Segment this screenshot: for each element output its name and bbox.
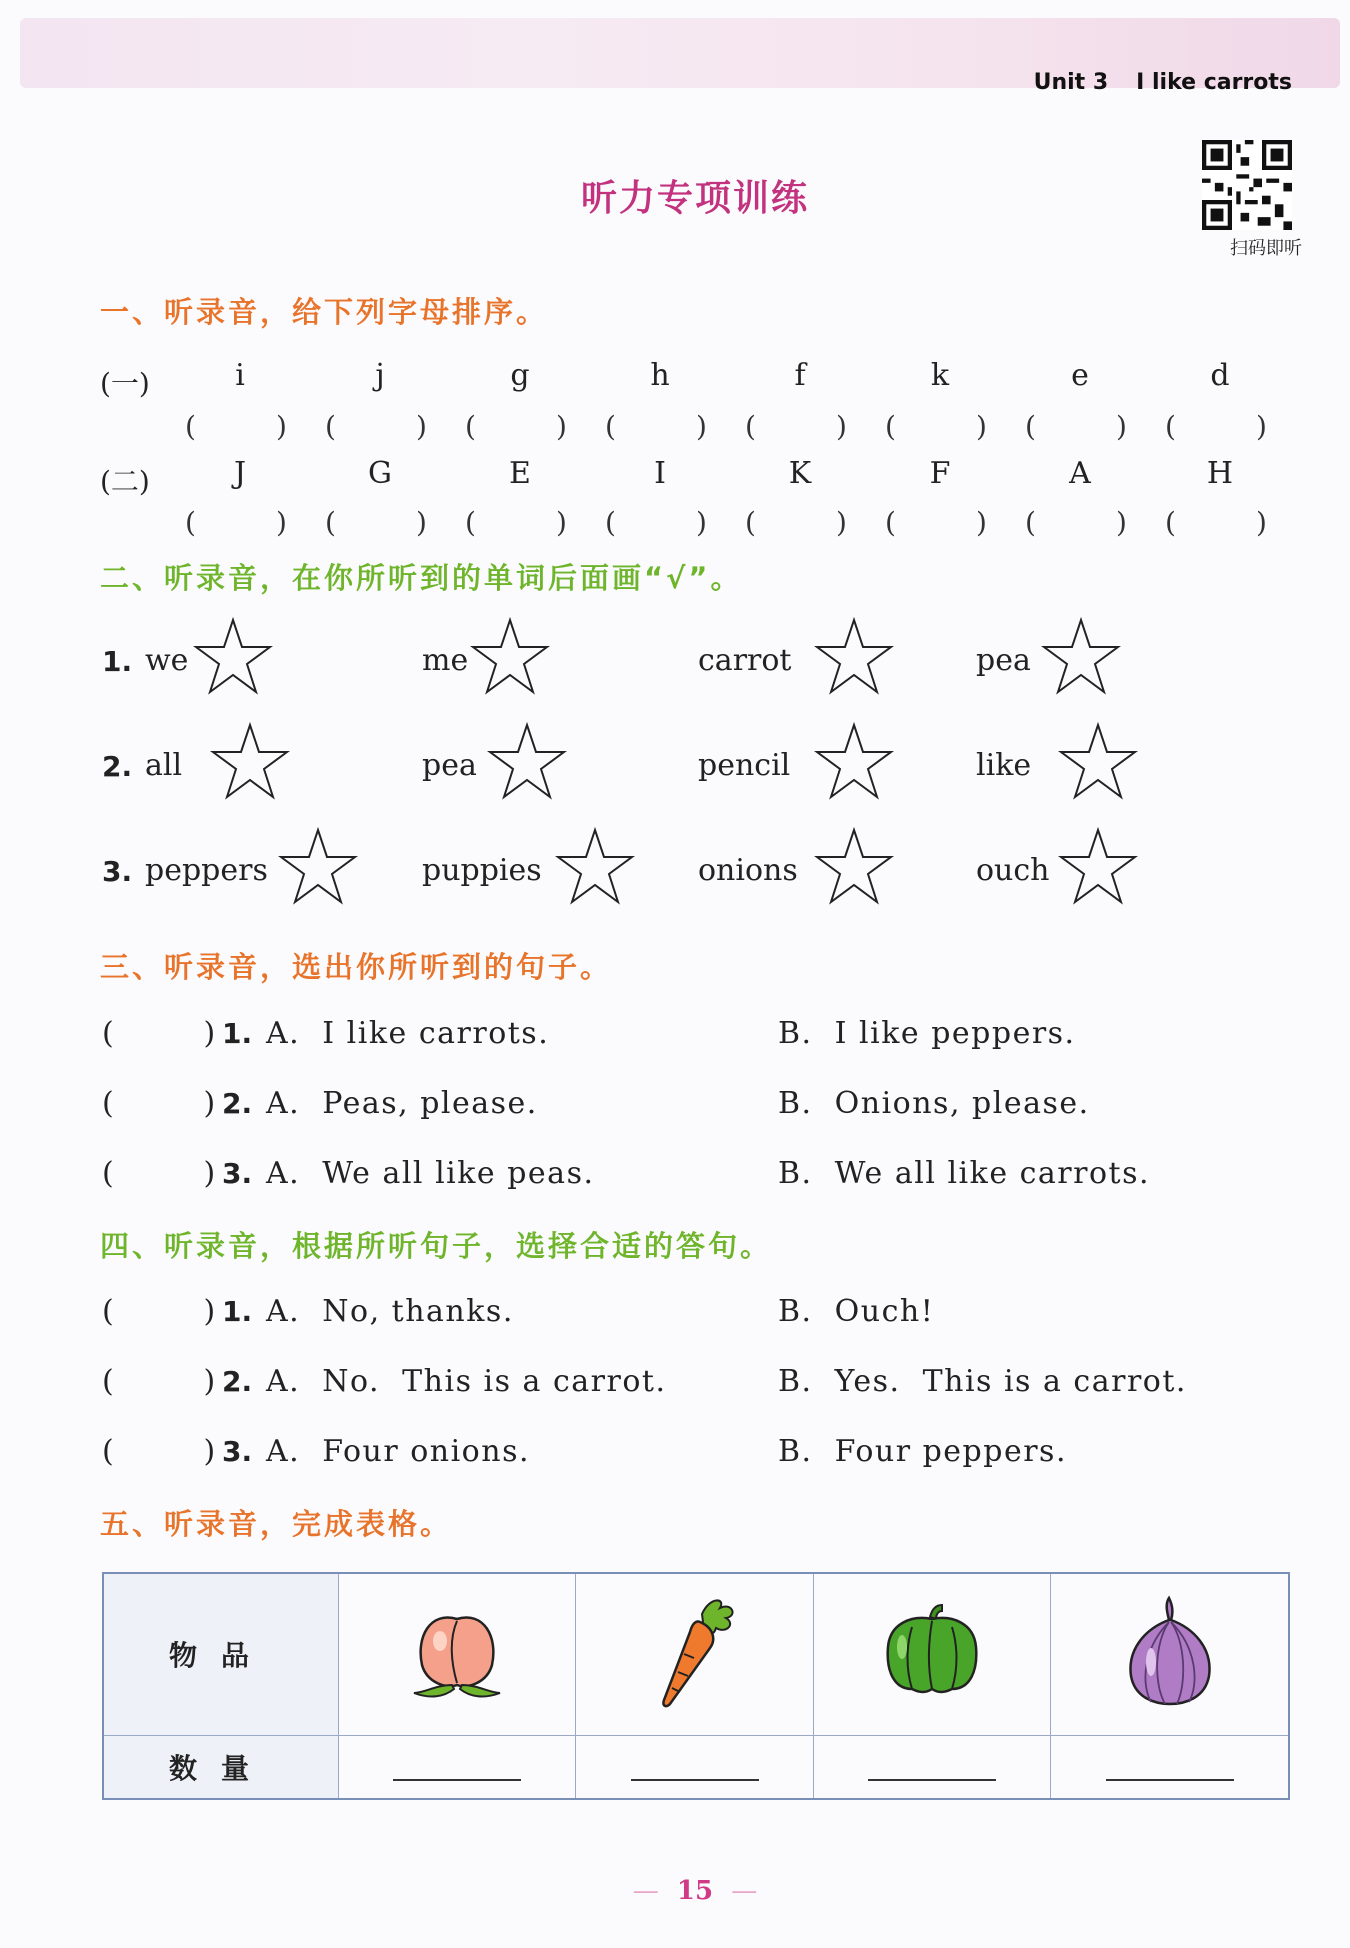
letter: k xyxy=(930,358,950,393)
option-b[interactable]: B. Yes. This is a carrot. xyxy=(778,1364,1187,1399)
qr-label: 扫码即听 xyxy=(1230,238,1302,259)
unit-name: I like carrots xyxy=(1136,70,1292,95)
answer-paren[interactable]: ( ) xyxy=(465,410,567,443)
page-number: 15 xyxy=(676,1876,714,1906)
letter: J xyxy=(233,456,247,491)
answer-paren[interactable]: ( ) xyxy=(102,1086,217,1121)
pepper-icon xyxy=(872,1597,992,1707)
word-option: onions xyxy=(698,853,798,888)
table-row xyxy=(103,1735,1289,1799)
answer-paren[interactable]: ( ) xyxy=(465,506,567,539)
star-checkbox-icon[interactable] xyxy=(278,827,358,905)
option-a[interactable]: A. Peas, please. xyxy=(266,1086,538,1121)
carrot-icon xyxy=(640,1592,750,1712)
answer-paren[interactable]: ( ) xyxy=(102,1364,217,1399)
letter: e xyxy=(1071,358,1089,393)
letter: K xyxy=(788,456,812,491)
quantity-blank[interactable] xyxy=(1051,1735,1289,1799)
onion-cell xyxy=(1051,1573,1289,1735)
row1-label: (一) xyxy=(100,367,150,400)
item-number: 1. xyxy=(102,645,133,678)
answer-paren[interactable]: ( ) xyxy=(102,1016,217,1051)
row2-label: (二) xyxy=(100,465,150,498)
section1-heading: 一、听录音，给下列字母排序。 xyxy=(100,295,549,329)
footer-dash-right: — xyxy=(731,1876,758,1906)
letter: G xyxy=(368,456,392,491)
star-checkbox-icon[interactable] xyxy=(1041,617,1121,695)
answer-paren[interactable]: ( ) xyxy=(185,506,287,539)
carrot-cell xyxy=(576,1573,813,1735)
section5-heading: 五、听录音，完成表格。 xyxy=(100,1507,453,1541)
star-checkbox-icon[interactable] xyxy=(814,827,894,905)
item-number: 3. xyxy=(222,1157,253,1190)
section4-heading: 四、听录音，根据所听句子，选择合适的答句。 xyxy=(100,1229,773,1263)
answer-paren[interactable]: ( ) xyxy=(1025,410,1127,443)
word-option: pea xyxy=(976,643,1031,678)
answer-paren[interactable]: ( ) xyxy=(325,506,427,539)
quantity-blank[interactable] xyxy=(576,1735,813,1799)
letter: d xyxy=(1210,358,1230,393)
word-option: puppies xyxy=(422,853,542,888)
item-number: 1. xyxy=(222,1017,253,1050)
answer-paren[interactable]: ( ) xyxy=(1165,410,1267,443)
letter: h xyxy=(650,358,670,393)
item-number: 2. xyxy=(222,1365,253,1398)
answer-paren[interactable]: ( ) xyxy=(605,506,707,539)
section2-heading: 二、听录音，在你所听到的单词后面画“√”。 xyxy=(100,561,743,595)
star-checkbox-icon[interactable] xyxy=(210,722,290,800)
answer-paren[interactable]: ( ) xyxy=(185,410,287,443)
unit-number: Unit 3 xyxy=(1033,70,1109,95)
onion-icon xyxy=(1115,1592,1225,1712)
page-title: 听力专项训练 xyxy=(580,178,809,219)
word-option: we xyxy=(145,643,189,678)
option-b[interactable]: B. Ouch! xyxy=(778,1294,935,1329)
star-checkbox-icon[interactable] xyxy=(470,617,550,695)
letter: H xyxy=(1206,456,1234,491)
answer-paren[interactable]: ( ) xyxy=(605,410,707,443)
word-option: ouch xyxy=(976,853,1050,888)
option-b[interactable]: B. Four peppers. xyxy=(778,1434,1067,1469)
table-row xyxy=(103,1573,1289,1735)
option-a[interactable]: A. I like carrots. xyxy=(266,1016,550,1051)
answer-paren[interactable]: ( ) xyxy=(745,410,847,443)
star-checkbox-icon[interactable] xyxy=(814,722,894,800)
item-number: 1. xyxy=(222,1295,253,1328)
item-number: 3. xyxy=(222,1435,253,1468)
letter: A xyxy=(1069,456,1091,491)
peach-cell xyxy=(339,1573,576,1735)
word-option: me xyxy=(422,643,469,678)
word-option: peppers xyxy=(145,853,268,888)
word-option: all xyxy=(145,748,183,783)
answer-paren[interactable]: ( ) xyxy=(102,1294,217,1329)
answer-table xyxy=(102,1572,1290,1800)
item-number: 3. xyxy=(102,855,133,888)
answer-paren[interactable]: ( ) xyxy=(1165,506,1267,539)
word-option: like xyxy=(976,748,1032,783)
star-checkbox-icon[interactable] xyxy=(814,617,894,695)
letter: i xyxy=(235,358,245,393)
letter: F xyxy=(929,456,951,491)
answer-paren[interactable]: ( ) xyxy=(102,1434,217,1469)
word-option: carrot xyxy=(698,643,792,678)
option-a[interactable]: A. No, thanks. xyxy=(266,1294,514,1329)
answer-paren[interactable]: ( ) xyxy=(745,506,847,539)
pepper-cell xyxy=(813,1573,1050,1735)
quantity-blank[interactable] xyxy=(813,1735,1050,1799)
answer-paren[interactable]: ( ) xyxy=(885,506,987,539)
answer-paren[interactable]: ( ) xyxy=(1025,506,1127,539)
star-checkbox-icon[interactable] xyxy=(487,722,567,800)
items-header: 物品 xyxy=(103,1573,339,1735)
star-checkbox-icon[interactable] xyxy=(193,617,273,695)
unit-title xyxy=(1034,70,1292,95)
quantity-blank[interactable] xyxy=(339,1735,576,1799)
item-number: 2. xyxy=(222,1087,253,1120)
qr-code-icon[interactable] xyxy=(1202,140,1292,230)
letter: g xyxy=(510,358,530,393)
option-a[interactable]: A. We all like peas. xyxy=(266,1156,595,1191)
letter: f xyxy=(794,358,806,393)
option-b[interactable]: B. I like peppers. xyxy=(778,1016,1076,1051)
answer-paren[interactable]: ( ) xyxy=(885,410,987,443)
word-option: pea xyxy=(422,748,477,783)
footer-dash-left: — xyxy=(632,1876,659,1906)
option-a[interactable]: A. No. This is a carrot. xyxy=(266,1364,667,1399)
letter: I xyxy=(654,456,666,491)
answer-paren[interactable]: ( ) xyxy=(325,410,427,443)
letter: E xyxy=(509,456,531,491)
option-a[interactable]: A. Four onions. xyxy=(266,1434,530,1469)
item-number: 2. xyxy=(102,750,133,783)
letter: j xyxy=(375,358,385,393)
section3-heading: 三、听录音，选出你所听到的句子。 xyxy=(100,950,613,984)
star-checkbox-icon[interactable] xyxy=(1058,827,1138,905)
peach-icon xyxy=(402,1597,512,1707)
word-option: pencil xyxy=(698,748,791,783)
answer-paren[interactable]: ( ) xyxy=(102,1156,217,1191)
star-checkbox-icon[interactable] xyxy=(1058,722,1138,800)
star-checkbox-icon[interactable] xyxy=(555,827,635,905)
quantity-header: 数量 xyxy=(103,1735,339,1799)
page-footer xyxy=(0,1876,1350,1906)
option-b[interactable]: B. Onions, please. xyxy=(778,1086,1090,1121)
option-b[interactable]: B. We all like carrots. xyxy=(778,1156,1151,1191)
